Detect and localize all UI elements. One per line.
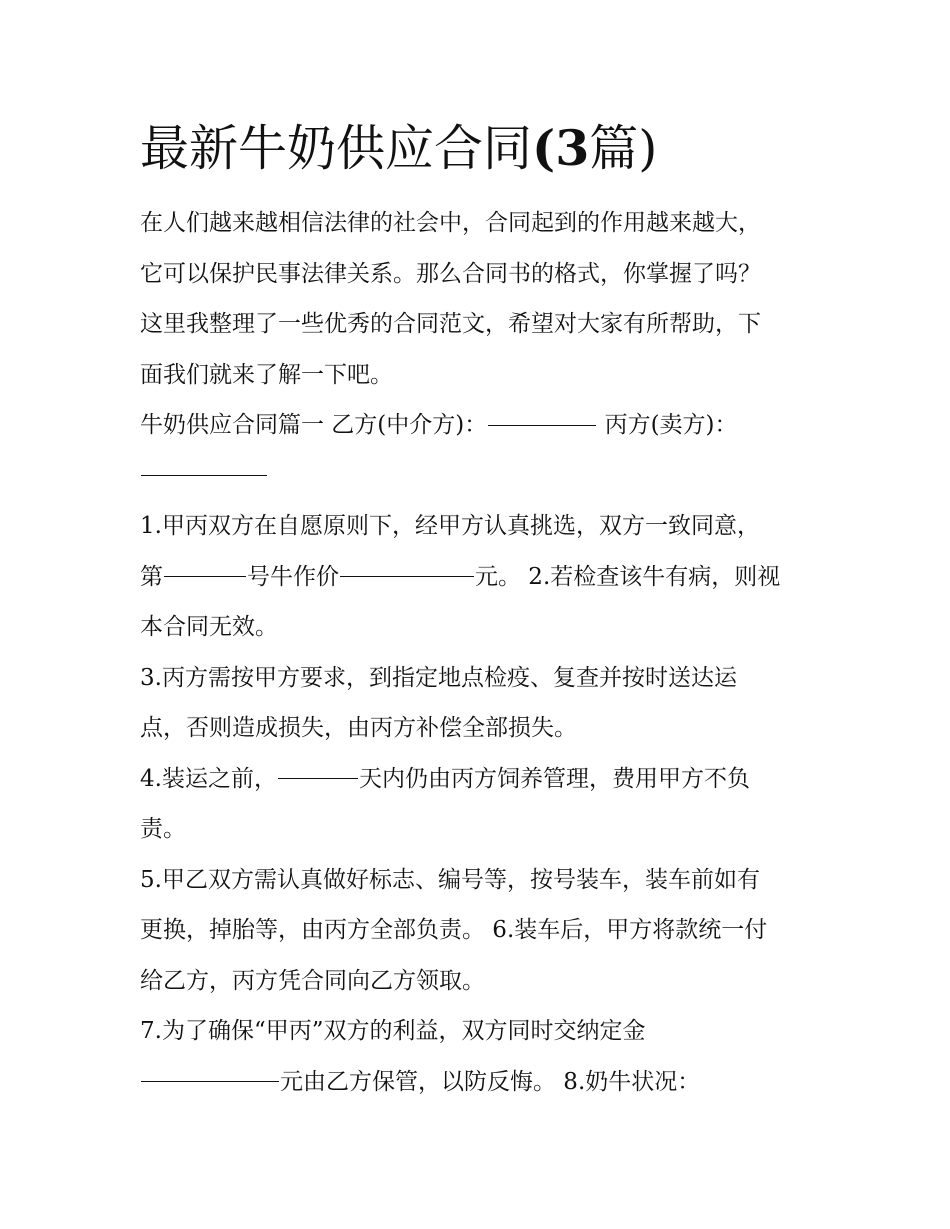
seller-blank (141, 474, 267, 476)
cow-number-blank (164, 575, 246, 577)
party-line (140, 400, 830, 451)
clause-3-line: 点，否则造成损失，由丙方补偿全部损失。 (140, 715, 577, 741)
clause-1-middle: 号牛作价 (247, 563, 339, 590)
contract-heading: 牛奶供应合同篇一 乙方(中介方)： (140, 412, 488, 438)
clause-1-prefix: 第 (140, 563, 163, 590)
clause-1-suffix: 元。 2.若检查该牛有病，则视 (475, 563, 781, 590)
seller-blank-line (140, 451, 830, 502)
document-title (140, 112, 657, 185)
intro-line: 这里我整理了一些优秀的合同范文，希望对大家有所帮助，下 (140, 311, 761, 337)
intro-line: 在人们越来越相信法律的社会中，合同起到的作用越来越大， (140, 210, 761, 236)
clause-1-price-line (140, 552, 830, 603)
title-unit: 篇) (589, 120, 658, 177)
clause-5-line: 更换，掉胎等，由丙方全部负责。 6.装车后，甲方将款统一付 (140, 917, 768, 943)
clause-4-line (140, 754, 830, 805)
clause-7-suffix: 元由乙方保管，以防反悔。 8.奶牛状况： (280, 1068, 701, 1095)
seller-label: 丙方(卖方)： (597, 412, 738, 438)
clause-7-line: 7.为了确保“甲丙”双方的利益，双方同时交纳定金 (140, 1018, 646, 1044)
clause-3-line: 3.丙方需按甲方要求，到指定地点检疫、复查并按时送达运 (140, 664, 737, 691)
title-main: 最新牛奶供应合同 (140, 120, 533, 177)
clause-7-deposit-line (140, 1057, 830, 1108)
clause-4-prefix: 4.装运之前， (140, 765, 277, 792)
days-blank (278, 777, 358, 779)
clause-4-suffix: 天内仍由丙方饲养管理，费用甲方不负 (358, 765, 750, 792)
clause-1-line: 1.甲丙双方在自愿原则下，经甲方认真挑选，双方一致同意， (140, 513, 760, 539)
intro-line: 它可以保护民事法律关系。那么合同书的格式，你掌握了吗？ (140, 260, 761, 287)
clause-5-line: 给乙方，丙方凭合同向乙方领取。 (140, 967, 485, 994)
clause-1-line: 本合同无效。 (140, 614, 278, 640)
clause-4-line: 责。 (140, 816, 186, 842)
document-body (140, 198, 830, 1107)
deposit-blank (141, 1080, 279, 1082)
price-blank (340, 575, 474, 577)
intermediary-blank (488, 424, 596, 426)
intro-line: 面我们就来了解一下吧。 (140, 361, 393, 388)
clause-5-line: 5.甲乙双方需认真做好标志、编号等，按号装车，装车前如有 (140, 866, 760, 893)
title-count: (3 (532, 119, 590, 177)
